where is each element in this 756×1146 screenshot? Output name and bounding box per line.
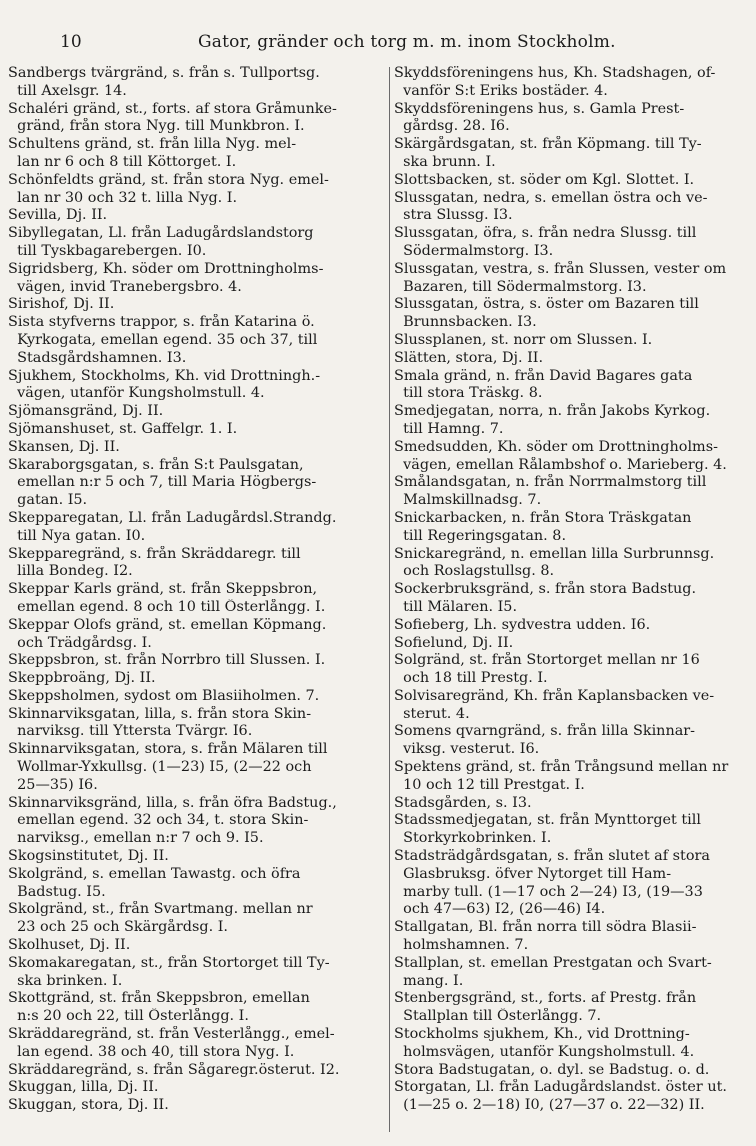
index-line: marby tull. (1—17 och 2—24) I3, (19—33 bbox=[394, 883, 703, 900]
index-line: Stallgatan, Bl. från norra till södra Blasii- bbox=[394, 919, 697, 936]
index-line: Slussgatan, nedra, s. emellan östra och ve- bbox=[394, 189, 708, 206]
index-line: Schönfeldts gränd, st. från stora Nyg. emel- bbox=[8, 171, 329, 188]
index-line: Smedsudden, Kh. söder om Drottningholms- bbox=[394, 438, 718, 455]
index-line: vägen, utanför Kungsholmstull. 4. bbox=[8, 385, 265, 402]
index-line: Skolhuset, Dj. II. bbox=[8, 937, 131, 954]
index-line: gårdsg. 28. I6. bbox=[394, 118, 510, 135]
column-divider bbox=[389, 67, 390, 1132]
index-line: Somens qvarngränd, s. från lilla Skinnar- bbox=[394, 723, 696, 740]
index-line: Slussgatan, östra, s. öster om Bazaren till bbox=[394, 296, 699, 313]
index-line: Wollmar-Yxkullsg. (1—23) I5, (2—22 och bbox=[8, 759, 312, 776]
index-line: Sevilla, Dj. II. bbox=[8, 207, 108, 224]
index-line: Sibyllegatan, Ll. från Ladugårdslandstorg bbox=[8, 225, 314, 242]
index-line: Schultens gränd, st. från lilla Nyg. mel- bbox=[8, 136, 297, 153]
index-line: Skaraborgsgatan, s. från S:t Paulsgatan, bbox=[8, 456, 304, 473]
index-line: n:s 20 och 22, till Österlångg. I. bbox=[8, 1008, 249, 1025]
index-line: Sandbergs tvärgränd, s. från s. Tullportsg. bbox=[8, 65, 320, 81]
index-line: och 47—63) I2, (26—46) I4. bbox=[394, 901, 606, 918]
index-line: Stallplan, st. emellan Prestgatan och Svart- bbox=[394, 954, 712, 971]
index-line: Stora Badstugatan, o. dyl. se Badstug. o. d. bbox=[394, 1061, 710, 1078]
index-line: Skinnarviksgatan, lilla, s. från stora Skin- bbox=[8, 705, 312, 722]
index-line: Sjömansgränd, Dj. II. bbox=[8, 403, 164, 420]
index-line: till stora Träskg. 8. bbox=[394, 385, 543, 402]
index-line: Slätten, stora, Dj. II. bbox=[394, 349, 544, 366]
index-line: Skansen, Dj. II. bbox=[8, 438, 120, 455]
index-line: Sjömanshuset, st. Gaffelgr. 1. I. bbox=[8, 420, 238, 437]
index-line: Storkyrkobrinken. I. bbox=[394, 830, 552, 847]
index-line: sterut. 4. bbox=[394, 705, 470, 722]
index-line: Skomakaregatan, st., från Stortorget till Ty- bbox=[8, 954, 330, 971]
index-line: gränd, från stora Nyg. till Munkbron. I. bbox=[8, 118, 305, 135]
index-line: Skinnarviksgatan, stora, s. från Mälaren till bbox=[8, 741, 328, 758]
index-line: Södermalmstorg. I3. bbox=[394, 242, 554, 259]
index-line: emellan egend. 32 och 34, t. stora Skin- bbox=[8, 812, 309, 829]
index-line: viksg. vesterut. I6. bbox=[394, 741, 540, 758]
index-line: Badstug. I5. bbox=[8, 883, 106, 900]
index-line: 25—35) I6. bbox=[8, 776, 98, 793]
index-line: Snickarbacken, n. från Stora Träskgatan bbox=[394, 509, 692, 526]
index-line: Smala gränd, n. från David Bagares gata bbox=[394, 367, 693, 384]
index-line: ska brinken. I. bbox=[8, 972, 123, 989]
index-line: Skinnarviksgränd, lilla, s. från öfra Badstug., bbox=[8, 794, 337, 811]
index-line: och Trädgårdsg. I. bbox=[8, 634, 152, 651]
index-line: stra Slussg. I3. bbox=[394, 207, 513, 224]
index-line: Sjukhem, Stockholms, Kh. vid Drottningh.- bbox=[8, 367, 321, 384]
index-line: Solvisaregränd, Kh. från Kaplansbacken ve- bbox=[394, 687, 715, 704]
index-line: Schaléri gränd, st., forts. af stora Gråmunke- bbox=[8, 100, 337, 117]
index-line: Skuggan, lilla, Dj. II. bbox=[8, 1079, 159, 1096]
index-line: Skeppbroäng, Dj. II. bbox=[8, 670, 156, 687]
index-line: och 18 till Prestg. I. bbox=[394, 670, 548, 687]
index-line: Malmskillnadsg. 7. bbox=[394, 492, 542, 509]
index-line: gatan. I5. bbox=[8, 492, 88, 509]
left-column bbox=[8, 65, 386, 1115]
index-line: Slussgatan, vestra, s. från Slussen, vester om bbox=[394, 260, 727, 277]
index-line: Skärgårdsgatan, st. från Köpmang. till Ty- bbox=[394, 136, 702, 153]
index-line: till Hamng. 7. bbox=[394, 420, 504, 437]
index-line: och Roslagstullsg. 8. bbox=[394, 563, 555, 580]
index-line: Brunnsbacken. I3. bbox=[394, 314, 537, 331]
index-line: Skepparegränd, s. från Skräddaregr. till bbox=[8, 545, 301, 562]
index-line: 23 och 25 och Skärgårdsg. I. bbox=[8, 919, 228, 936]
index-line: vägen, invid Tranebergsbro. 4. bbox=[8, 278, 242, 295]
index-line: 10 och 12 till Prestgat. I. bbox=[394, 776, 585, 793]
index-line: lan nr 30 och 32 t. lilla Nyg. I. bbox=[8, 189, 238, 206]
index-line: Skolgränd, st., från Svartmang. mellan nr bbox=[8, 901, 313, 918]
index-line: till Nya gatan. I0. bbox=[8, 527, 146, 544]
index-line: Storgatan, Ll. från Ladugårdslandst. öster ut. bbox=[394, 1079, 727, 1096]
index-line: emellan n:r 5 och 7, till Maria Högbergs- bbox=[8, 474, 317, 491]
index-line: till Axelsgr. 14. bbox=[8, 82, 127, 99]
index-line: Sista styfverns trappor, s. från Katarina ö. bbox=[8, 314, 315, 331]
index-line: Skräddaregränd, s. från Sågaregr.österut. I2. bbox=[8, 1061, 340, 1078]
page-title: Gator, gränder och torg m. m. inom Stockholm. bbox=[198, 32, 616, 52]
index-line: Spektens gränd, st. från Trångsund mellan nr bbox=[394, 759, 729, 776]
index-line: Smålandsgatan, n. från Norrmalmstorg till bbox=[394, 474, 707, 491]
index-line: (1—25 o. 2—18) I0, (27—37 o. 22—32) II. bbox=[394, 1097, 705, 1114]
index-line: till Mälaren. I5. bbox=[394, 598, 518, 615]
right-column bbox=[394, 65, 756, 1115]
index-line: Skuggan, stora, Dj. II. bbox=[8, 1097, 169, 1114]
index-line: till Regeringsgatan. 8. bbox=[394, 527, 567, 544]
index-line: Sofieberg, Lh. sydvestra udden. I6. bbox=[394, 616, 651, 633]
index-line: Bazaren, till Södermalmstorg. I3. bbox=[394, 278, 647, 295]
index-line: Skepparegatan, Ll. från Ladugårdsl.Strandg. bbox=[8, 509, 337, 526]
index-line: Stadssmedjegatan, st. från Mynttorget till bbox=[394, 812, 701, 829]
index-line: Skyddsföreningens hus, Kh. Stadshagen, of- bbox=[394, 65, 716, 81]
index-line: Solgränd, st. från Stortorget mellan nr 16 bbox=[394, 652, 700, 669]
page-header bbox=[0, 12, 756, 52]
index-line: Stockholms sjukhem, Kh., vid Drottning- bbox=[394, 1026, 690, 1043]
index-line: Sigridsberg, Kh. söder om Drottningholms- bbox=[8, 260, 324, 277]
index-line: Sofielund, Dj. II. bbox=[394, 634, 514, 651]
index-line: Stenbergsgränd, st., forts. af Prestg. från bbox=[394, 990, 697, 1007]
index-line: Skeppsholmen, sydost om Blasiiholmen. 7. bbox=[8, 687, 320, 704]
index-line: Stadsträdgårdsgatan, s. från slutet af stora bbox=[394, 848, 710, 865]
index-line: lilla Bondeg. I2. bbox=[8, 563, 133, 580]
index-line: narviksg. till Yttersta Tvärgr. I6. bbox=[8, 723, 253, 740]
index-line: Skeppar Karls gränd, st. från Skeppsbron, bbox=[8, 581, 318, 598]
index-line: till Tyskbagarebergen. I0. bbox=[8, 242, 207, 259]
index-line: Stallplan till Österlångg. 7. bbox=[394, 1008, 602, 1025]
index-line: lan nr 6 och 8 till Köttorget. I. bbox=[8, 153, 237, 170]
index-line: Stadsgården, s. I3. bbox=[394, 794, 532, 811]
index-line: Sirishof, Dj. II. bbox=[8, 296, 115, 313]
index-line: narviksg., emellan n:r 7 och 9. I5. bbox=[8, 830, 264, 847]
index-line: ska brunn. I. bbox=[394, 153, 496, 170]
index-line: holmshamnen. 7. bbox=[394, 937, 529, 954]
index-line: vanför S:t Eriks bostäder. 4. bbox=[394, 82, 608, 99]
index-line: Sockerbruksgränd, s. från stora Badstug. bbox=[394, 581, 697, 598]
index-line: emellan egend. 8 och 10 till Österlångg. I. bbox=[8, 598, 326, 615]
index-line: lan egend. 38 och 40, till stora Nyg. I. bbox=[8, 1043, 295, 1060]
index-line: Skeppar Olofs gränd, st. emellan Köpmang. bbox=[8, 616, 327, 633]
index-line: Skottgränd, st. från Skeppsbron, emellan bbox=[8, 990, 310, 1007]
index-columns bbox=[8, 65, 756, 1135]
index-line: Slussgatan, öfra, s. från nedra Slussg. till bbox=[394, 225, 697, 242]
index-line: Skogsinstitutet, Dj. II. bbox=[8, 848, 169, 865]
index-line: vägen, emellan Rålambshof o. Marieberg. 4. bbox=[394, 456, 727, 473]
index-line: Skräddaregränd, st. från Vesterlångg., emel- bbox=[8, 1026, 335, 1043]
index-line: Skolgränd, s. emellan Tawastg. och öfra bbox=[8, 865, 301, 882]
index-line: Smedjegatan, norra, n. från Jakobs Kyrkog. bbox=[394, 403, 711, 420]
index-line: Stadsgårdshamnen. I3. bbox=[8, 349, 187, 366]
index-line: Snickaregränd, n. emellan lilla Surbrunnsg. bbox=[394, 545, 715, 562]
index-line: mang. I. bbox=[394, 972, 464, 989]
index-line: Slussplanen, st. norr om Slussen. I. bbox=[394, 331, 653, 348]
index-line: Skyddsföreningens hus, s. Gamla Prest- bbox=[394, 100, 685, 117]
index-line: holmsvägen, utanför Kungsholmstull. 4. bbox=[394, 1043, 695, 1060]
index-line: Kyrkogata, emellan egend. 35 och 37, till bbox=[8, 331, 318, 348]
index-line: Glasbruksg. öfver Nytorget till Ham- bbox=[394, 865, 672, 882]
index-line: Slottsbacken, st. söder om Kgl. Slottet. I. bbox=[394, 171, 695, 188]
index-line: Skeppsbron, st. från Norrbro till Slussen. I. bbox=[8, 652, 326, 669]
page-number: 10 bbox=[60, 32, 82, 52]
